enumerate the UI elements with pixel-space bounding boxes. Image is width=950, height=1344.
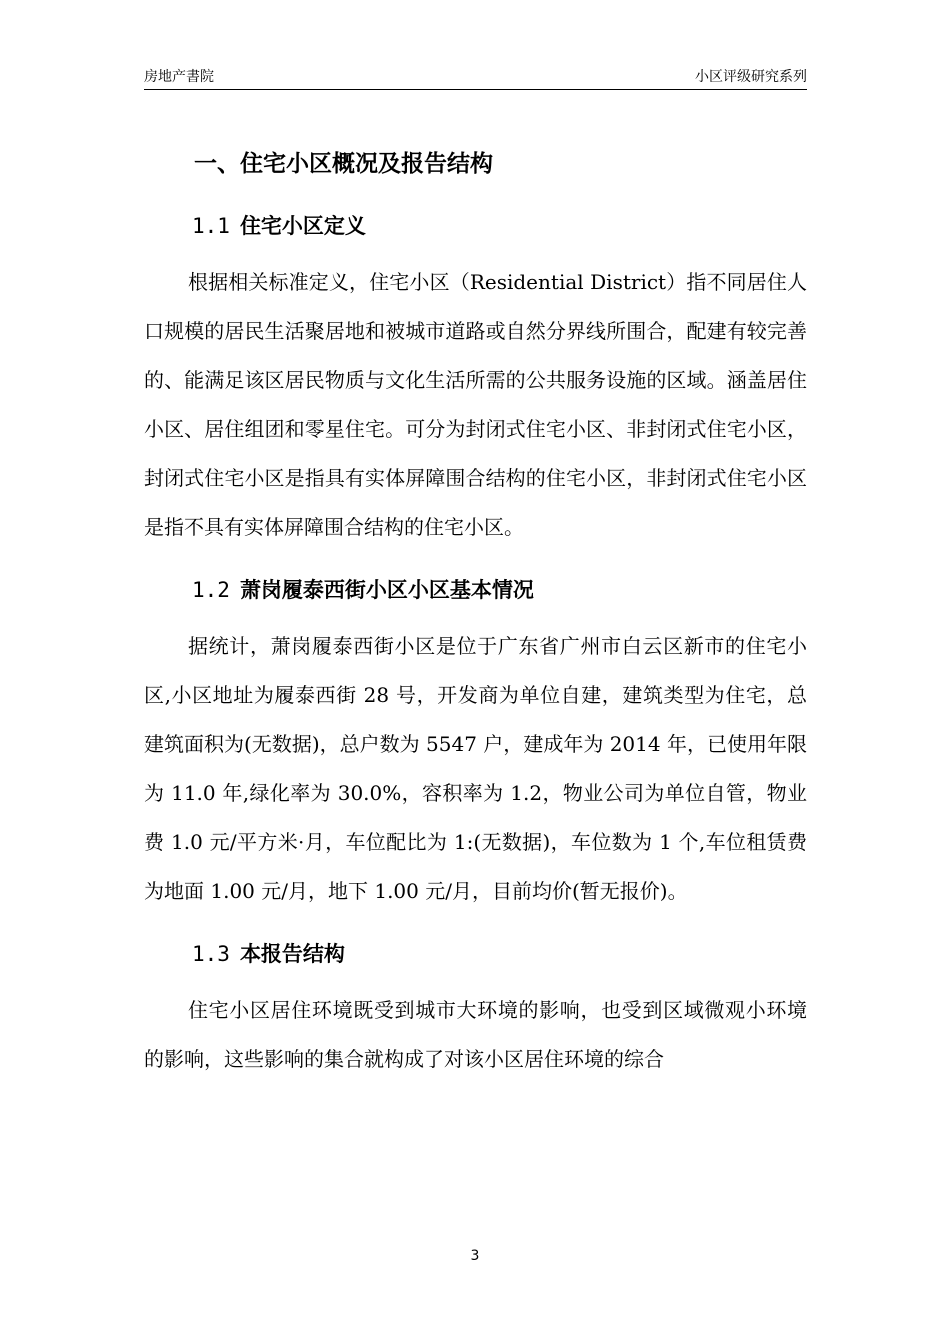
section-paragraph-basic-info: 据统计，萧岗履泰西街小区是位于广东省广州市白云区新市的住宅小区,小区地址为履泰西街 28 号，开发商为单位自建，建筑类型为住宅，总建筑面积为(无数据)，总户数为 5547 户，建成年为 2014 年，已使用年限为 11.0 年,绿化率为 30.0%，容积率为 1.2，物业公司为单位自管，物业费 1.0 元/平方米·月，车位配比为 1:(无数据)，车位数为 1 个,车位租赁费为地面 1.00 元/月，地下 1.00 元/月，目前均价(暂无报价)。 xyxy=(144,634,807,903)
section-paragraph-definition: 根据相关标准定义，住宅小区（Residential District）指不同居住人口规模的居民生活聚居地和被城市道路或自然分界线所围合，配建有较完善的、能满足该区居民物质与文化生活所需的公共服务设施的区域。涵盖居住小区、居住组团和零星住宅。可分为封闭式住宅小区、非封闭式住宅小区，封闭式住宅小区是指具有实体屏障围合结构的住宅小区，非封闭式住宅小区是指不具有实体屏障围合结构的住宅小区。 xyxy=(144,270,807,539)
document-body xyxy=(144,140,807,1084)
section-number: 1.3 xyxy=(192,942,230,966)
section-number: 1.2 xyxy=(192,578,230,602)
section-heading-1-2 xyxy=(192,566,807,614)
header-publisher: 房地产書院 xyxy=(144,69,214,85)
page-header xyxy=(144,66,807,88)
section-heading-1-1 xyxy=(192,202,807,250)
chapter-title: 一、住宅小区概况及报告结构 xyxy=(194,151,493,177)
section-title: 本报告结构 xyxy=(239,942,345,966)
section-heading-1-3 xyxy=(192,930,807,978)
section-title: 住宅小区定义 xyxy=(239,214,366,238)
page-number: 3 xyxy=(470,1248,480,1264)
header-series-title: 小区评级研究系列 xyxy=(695,69,807,85)
section-title: 萧岗履泰西街小区小区基本情况 xyxy=(239,578,534,602)
section-paragraph-report-structure: 住宅小区居住环境既受到城市大环境的影响，也受到区域微观小环境的影响，这些影响的集合就构成了对该小区居住环境的综合 xyxy=(144,998,807,1071)
section-number: 1.1 xyxy=(192,214,230,238)
header-divider xyxy=(144,89,807,90)
